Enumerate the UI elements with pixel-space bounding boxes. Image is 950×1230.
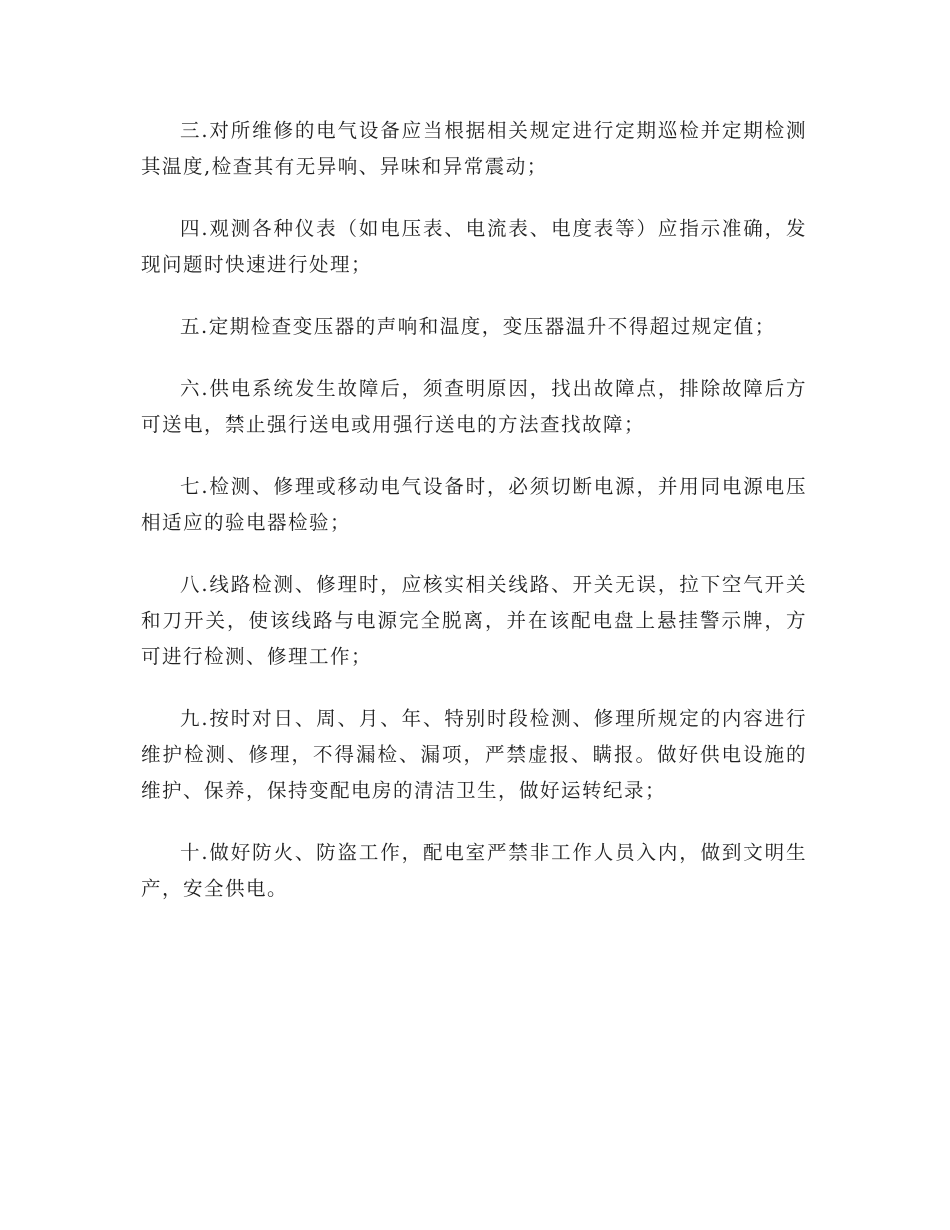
paragraph-6: 六.供电系统发生故障后，须查明原因，找出故障点，排除故障后方可送电，禁止强行送电或用强行送电的方法查找故障；: [141, 377, 807, 436]
paragraph-3: 三.对所维修的电气设备应当根据相关规定进行定期巡检并定期检测其温度,检查其有无异响、异味和异常震动；: [141, 119, 807, 178]
paragraph-7: 七.检测、修理或移动电气设备时，必须切断电源，并用同电源电压相适应的验电器检验；: [141, 475, 807, 534]
paragraph-8: 八.线路检测、修理时，应核实相关线路、开关无误，拉下空气开关和刀开关，使该线路与电源完全脱离，并在该配电盘上悬挂警示牌，方可进行检测、修理工作；: [141, 573, 807, 668]
document-body: [141, 113, 807, 933]
paragraph-5: 五.定期检查变压器的声响和温度，变压器温升不得超过规定值；: [180, 315, 776, 338]
paragraph-10: 十.做好防火、防盗工作，配电室严禁非工作人员入内，做到文明生产，安全供电。: [141, 841, 807, 900]
paragraph-9: 九.按时对日、周、月、年、特别时段检测、修理所规定的内容进行维护检测、修理，不得漏检、漏项，严禁虚报、瞒报。做好供电设施的维护、保养，保持变配电房的清洁卫生，做好运转纪录；: [141, 707, 807, 802]
paragraph-4: 四.观测各种仪表（如电压表、电流表、电度表等）应指示准确，发现问题时快速进行处理；: [141, 217, 807, 276]
